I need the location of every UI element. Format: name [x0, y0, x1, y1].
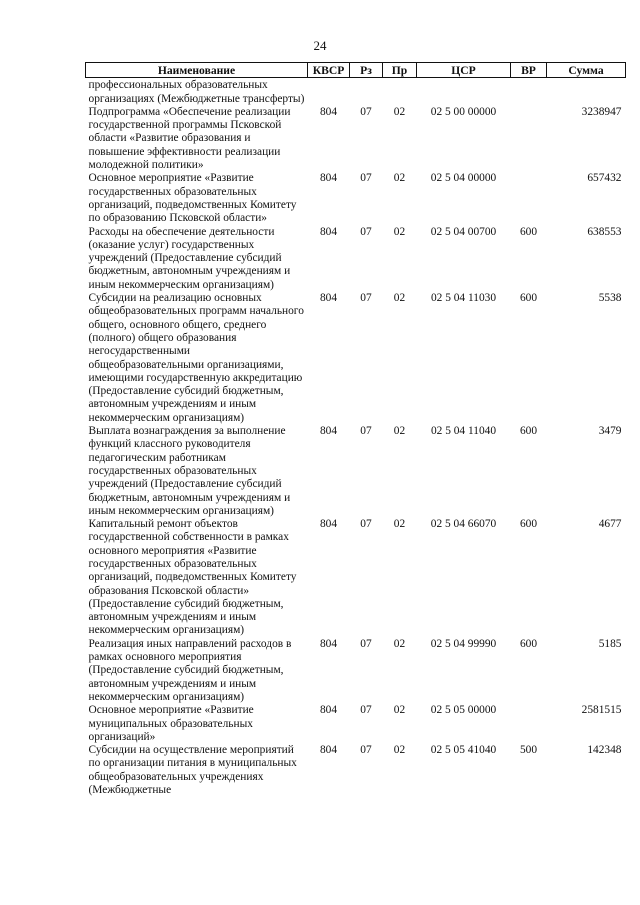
row-pr: 02	[393, 518, 406, 531]
row-rz: 07	[360, 744, 372, 757]
row-vr: 500	[519, 744, 538, 757]
row-name: Субсидии на осуществление мероприятий по организации питания в муниципальных общеобразовательных учреждениях (Межбюджетные	[88, 744, 297, 797]
budget-table	[85, 62, 626, 797]
row-csr: 02 5 04 11030	[430, 292, 497, 305]
table-body	[86, 78, 626, 798]
row-csr	[417, 78, 511, 106]
header-pr: Пр	[383, 63, 417, 78]
row-sum: 3479	[598, 425, 622, 438]
row-csr: 02 5 00 00000	[430, 105, 497, 118]
row-rz: 07	[360, 292, 372, 305]
row-pr: 02	[393, 292, 406, 305]
row-name: Субсидии на реализацию основных общеобразовательных программ начального общего, основного общего, среднего (полного) общего образования негосударственными общеобразовательными организациями, имеющими государственную аккредитацию (Предоставление субсидий бюджетным, автономным учреждениям и иным некоммерческим организациям)	[88, 292, 304, 424]
row-pr: 02	[393, 105, 406, 118]
row-name: Подпрограмма «Обеспечение реализации государственной программы Псковской области «Развитие образования и повышение эффективности реализации молодежной политики»	[88, 105, 291, 172]
row-name: Капитальный ремонт объектов государственной собственности в рамках основного мероприятия «Развитие государственных образовательных организаций, подведомственных Комитету образования Псковской области» (Предоставление субсидий бюджетным, автономным учреждениям и иным некоммерческим организациям)	[88, 518, 297, 637]
row-sum: 3238947	[581, 105, 622, 118]
row-csr: 02 5 04 00700	[430, 225, 497, 238]
table-row	[86, 292, 626, 425]
row-kvsr	[308, 78, 350, 106]
row-pr: 02	[393, 425, 406, 438]
row-rz	[350, 78, 383, 106]
header-vr: ВР	[511, 63, 547, 78]
row-rz: 07	[360, 637, 372, 650]
row-csr: 02 5 04 66070	[430, 518, 497, 531]
row-name: Расходы на обеспечение деятельности (оказание услуг) государственных учреждений (Предоставление субсидий бюджетным, автономным учреждениям и иным некоммерческим организациям)	[88, 225, 291, 291]
row-vr	[511, 704, 547, 744]
row-pr: 02	[393, 225, 406, 238]
row-pr: 02	[393, 744, 406, 757]
row-kvsr: 804	[319, 225, 338, 238]
row-kvsr: 804	[319, 105, 338, 118]
row-vr	[511, 78, 547, 106]
table-row	[86, 226, 626, 292]
row-name: Реализация иных направлений расходов в рамках основного мероприятия (Предоставление субсидий бюджетным, автономным учреждениям и иным некоммерческим организациям)	[88, 637, 292, 703]
row-csr: 02 5 05 00000	[430, 704, 497, 717]
row-sum: 2581515	[581, 704, 622, 717]
budget-table-container	[85, 62, 625, 797]
row-name: профессиональных образовательных организациях (Межбюджетные трансферты)	[88, 79, 305, 105]
header-csr: ЦСР	[417, 63, 511, 78]
row-sum: 638553	[587, 225, 622, 238]
row-csr: 02 5 04 99990	[430, 637, 497, 650]
table-row	[86, 425, 626, 518]
row-pr: 02	[393, 172, 406, 185]
row-sum	[547, 78, 626, 106]
table-header	[86, 63, 626, 78]
page-number: 24	[313, 38, 327, 53]
table-row	[86, 704, 626, 744]
header-name: Наименование	[86, 63, 308, 78]
row-vr	[511, 106, 547, 172]
table-row	[86, 106, 626, 172]
row-kvsr: 804	[319, 744, 338, 757]
row-kvsr: 804	[319, 172, 338, 185]
row-csr: 02 5 05 41040	[430, 744, 497, 757]
table-row	[86, 744, 626, 797]
row-name: Выплата вознаграждения за выполнение функций классного руководителя педагогическим работникам государственных образовательных учреждений (Предоставление субсидий бюджетным, автономным учреждениям и иным некоммерческим организациям)	[88, 425, 291, 517]
row-rz: 07	[360, 172, 372, 185]
row-kvsr: 804	[319, 425, 338, 438]
row-kvsr: 804	[319, 518, 338, 531]
row-vr: 600	[519, 225, 538, 238]
row-name: Основное мероприятие «Развитие государственных образовательных организаций, подведомственных Комитету по образованию Псковской области»	[88, 172, 297, 225]
row-pr: 02	[393, 637, 406, 650]
header-rz: Рз	[350, 63, 383, 78]
row-csr: 02 5 04 11040	[430, 425, 497, 438]
row-vr: 600	[519, 637, 538, 650]
row-pr: 02	[393, 704, 406, 717]
row-sum: 5185	[598, 637, 622, 650]
table-row	[86, 78, 626, 106]
row-vr: 600	[519, 518, 538, 531]
table-row	[86, 518, 626, 638]
header-row	[86, 63, 626, 78]
row-name: Основное мероприятие «Развитие муниципальных образовательных организаций»	[88, 704, 254, 743]
row-rz: 07	[360, 225, 372, 238]
row-sum: 142348	[587, 744, 622, 757]
row-vr: 600	[519, 292, 538, 305]
row-rz: 07	[360, 425, 372, 438]
row-vr: 600	[519, 425, 538, 438]
header-sum: Сумма	[547, 63, 626, 78]
row-kvsr: 804	[319, 292, 338, 305]
row-kvsr: 804	[319, 637, 338, 650]
row-sum: 657432	[587, 172, 622, 185]
table-row	[86, 172, 626, 225]
row-sum: 4677	[598, 518, 622, 531]
row-rz: 07	[360, 704, 372, 717]
row-csr: 02 5 04 00000	[430, 172, 497, 185]
table-row	[86, 638, 626, 704]
row-pr	[383, 78, 417, 106]
row-vr	[511, 172, 547, 225]
row-rz: 07	[360, 518, 372, 531]
header-kvsr: КВСР	[308, 63, 350, 78]
row-sum: 5538	[598, 292, 622, 305]
row-rz: 07	[360, 105, 372, 118]
row-kvsr: 804	[319, 704, 338, 717]
